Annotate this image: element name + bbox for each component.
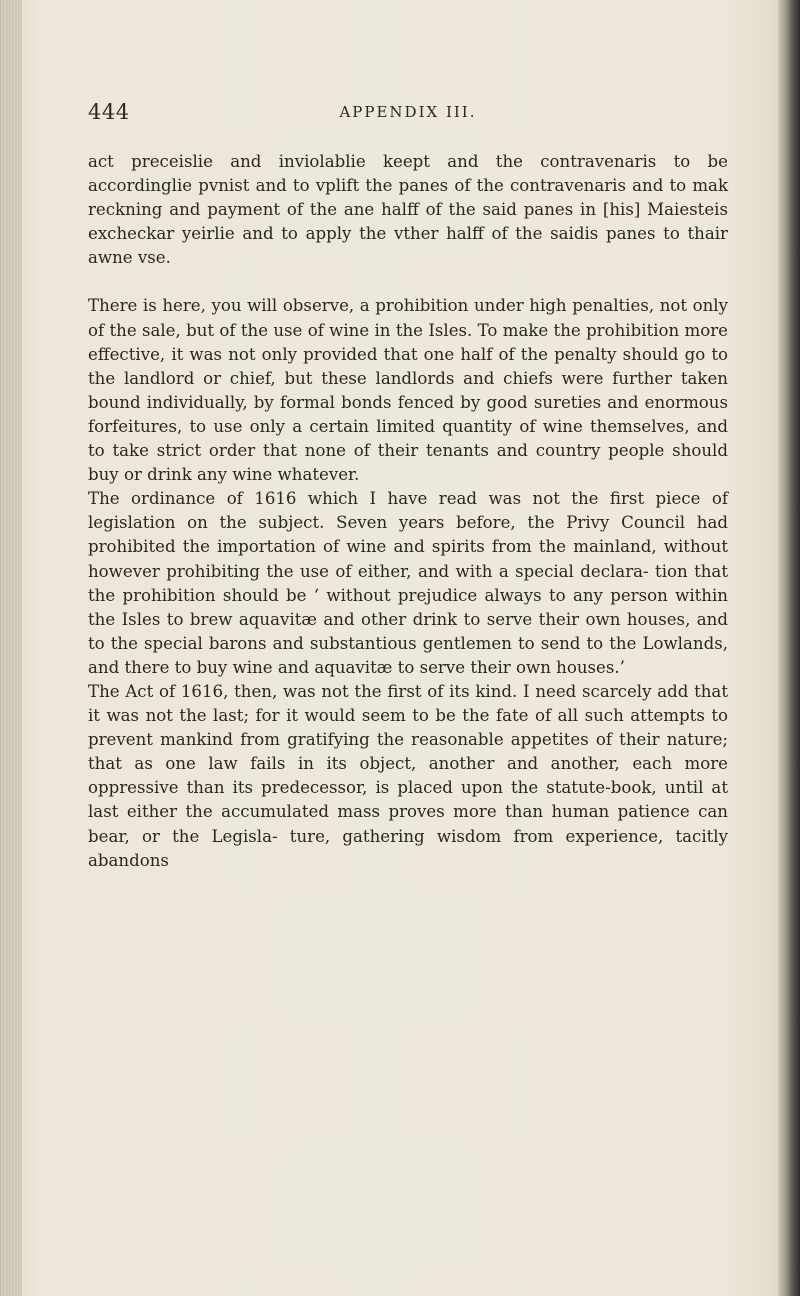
body-text <box>88 150 728 873</box>
page-header <box>88 100 728 130</box>
running-head: APPENDIX III. <box>339 103 477 121</box>
paragraph-1: act preceislie and inviolablie keept and the contravenaris to be accordinglie pvnist and to vplift the panes of the contravenaris and to mak reckning and payment of the ane halff of the said panes in [his] Maiesteis excheckar yeirlie and to apply the vther halff of the saidis panes to thair awne vse. <box>88 152 728 268</box>
paragraph-2: There is here, you will observe, a prohibition under high penalties, not only of the sale, but of the use of wine in the Isles. To make the prohibition more effective, it was not only provided that one half of the penalty should go to the landlord or chief, but these landlords and chiefs were further taken bound individually, by formal bonds fenced by good sureties and enormous forfeitures, to use only a certain limited quantity of wine themselves, and to take strict order that none of their tenants and country people should buy or drink any wine whatever. <box>88 296 728 485</box>
paragraph-3: The ordinance of 1616 which I have read was not the first piece of legislation on the subject. Seven years before, the Privy Council had prohibited the importation of wine and spirits from the mainland, without however prohibiting the use of either, and with a special declara- tion that the prohibition should be ‘ without prejudice always to any person within the Isles to brew aquavitæ and other drink to serve their own houses, and to the special barons and substantious gentlemen to send to the Lowlands, and there to buy wine and aquavitæ to serve their own houses.’ <box>88 489 728 677</box>
paragraph-gap <box>88 270 728 294</box>
page-edge-right <box>778 0 800 1296</box>
paragraph-4: The Act of 1616, then, was not the first of its kind. I need scarcely add that it was not the last; for it would seem to be the fate of all such attempts to prevent mankind from gratifying the reasonable appetites of their nature; that as one law fails in its object, another and another, each more oppressive than its predecessor, is placed upon the statute-book, until at last either the accumulated mass proves more than human patience can bear, or the Legisla- ture, gathering wisdom from experience, tacitly abandons <box>88 681 728 870</box>
page-edge-left <box>0 0 22 1296</box>
page-number: 444 <box>88 100 130 124</box>
